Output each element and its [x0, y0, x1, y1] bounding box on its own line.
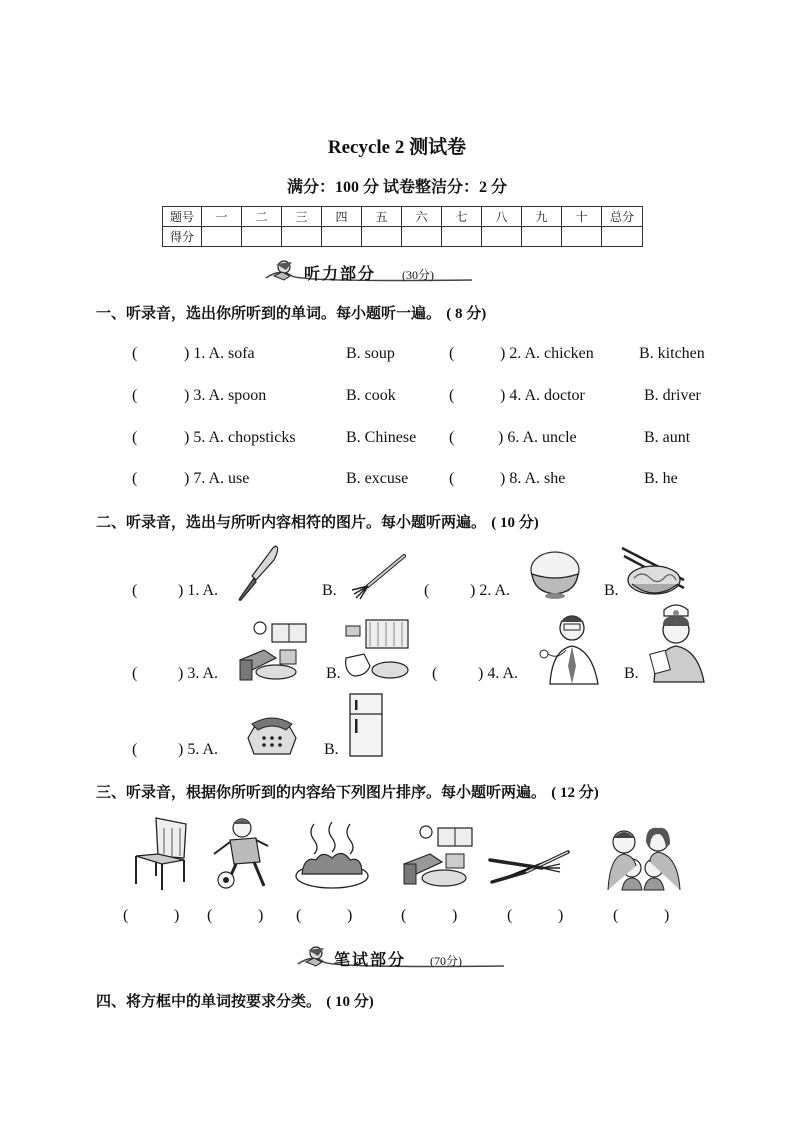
score-col: 五: [362, 207, 402, 227]
option-b: B. cook: [346, 387, 396, 404]
score-col: 七: [442, 207, 482, 227]
listening-points: (30分): [402, 268, 434, 282]
question-item: ) 2. A.: [470, 582, 510, 599]
option-b: B.: [604, 582, 619, 599]
part1-points: ( 8 分): [446, 306, 487, 322]
telephone-icon: [246, 718, 298, 758]
question-item: ) 1. A.: [178, 582, 218, 599]
score-col: 总分: [602, 207, 643, 227]
answer-paren[interactable]: (: [132, 345, 138, 362]
score-col: 二: [242, 207, 282, 227]
page-subtitle: 满分：100 分 试卷整洁分：2 分: [286, 179, 507, 196]
answer-paren[interactable]: (: [207, 907, 213, 924]
score-cell[interactable]: [562, 227, 602, 247]
answer-paren[interactable]: (: [424, 582, 430, 599]
question-item: ) 1. A. sofa: [184, 345, 255, 362]
family-icon: [604, 826, 684, 892]
writing-label: 笔试部分: [334, 950, 407, 969]
option-b: B. kitchen: [639, 345, 705, 362]
answer-paren[interactable]: (: [132, 582, 138, 599]
score-cell[interactable]: [282, 227, 322, 247]
option-b: B. aunt: [644, 429, 691, 446]
answer-paren[interactable]: (: [507, 907, 513, 924]
score-col: 一: [202, 207, 242, 227]
knife-icon: [236, 544, 282, 602]
option-b: B. soup: [346, 345, 395, 362]
answer-paren[interactable]: (: [296, 907, 302, 924]
score-cell[interactable]: [362, 227, 402, 247]
question-item: ) 2. A. chicken: [500, 345, 594, 362]
option-b: B.: [324, 741, 339, 758]
score-col: 九: [522, 207, 562, 227]
score-table: [162, 206, 643, 247]
score-cell[interactable]: [322, 227, 362, 247]
doctor-icon: [536, 610, 606, 686]
part3-points: ( 12 分): [551, 785, 599, 801]
boy-playing-football-icon: [206, 816, 272, 892]
score-cell[interactable]: [202, 227, 242, 247]
answer-paren[interactable]: (: [449, 345, 455, 362]
answer-paren[interactable]: (: [449, 470, 455, 487]
part3-heading: [96, 781, 599, 802]
score-cell[interactable]: [402, 227, 442, 247]
answer-paren[interactable]: (: [401, 907, 407, 924]
question-item: ) 5. A.: [178, 741, 218, 758]
score-table-header: 题号: [163, 207, 202, 227]
part4-points: ( 10 分): [326, 994, 374, 1010]
answer-paren-close: ): [664, 907, 670, 924]
answer-paren-close: ): [347, 907, 353, 924]
option-b: B. Chinese: [346, 429, 417, 446]
part1-heading-text: 一、听录音，选出你所听到的单词。每小题听一遍。: [96, 304, 442, 322]
writing-banner: [294, 944, 504, 970]
score-cell[interactable]: [522, 227, 562, 247]
option-b: B.: [624, 665, 639, 682]
question-item: ) 7. A. use: [184, 470, 250, 487]
score-col: 十: [562, 207, 602, 227]
part1-heading: [96, 302, 486, 323]
question-item: ) 6. A. uncle: [498, 429, 577, 446]
option-b: B. excuse: [346, 470, 409, 487]
nurse-icon: [644, 602, 708, 684]
answer-paren[interactable]: (: [132, 741, 138, 758]
option-b: B.: [326, 665, 341, 682]
option-b: B. driver: [644, 387, 701, 404]
answer-paren[interactable]: (: [432, 665, 438, 682]
score-cell[interactable]: [482, 227, 522, 247]
option-b: B.: [322, 582, 337, 599]
score-cell[interactable]: [602, 227, 643, 247]
answer-paren[interactable]: (: [132, 470, 138, 487]
kitchen-icon: [236, 620, 308, 684]
part4-heading: [96, 990, 374, 1011]
option-b: B. he: [644, 470, 678, 487]
score-cell[interactable]: [442, 227, 482, 247]
listening-label: 听力部分: [304, 264, 377, 283]
knife-and-fork-icon: [488, 846, 570, 890]
question-item: ) 8. A. she: [500, 470, 566, 487]
hot-food-icon: [292, 820, 372, 892]
fridge-icon: [348, 692, 384, 758]
answer-paren[interactable]: (: [132, 387, 138, 404]
question-item: ) 3. A.: [178, 665, 218, 682]
answer-paren-close: ): [558, 907, 564, 924]
noodles-icon: [620, 544, 686, 600]
answer-paren[interactable]: (: [449, 387, 455, 404]
part3-heading-text: 三、听录音，根据你所听到的内容给下列图片排序。每小题听两遍。: [96, 783, 547, 801]
question-item: ) 4. A.: [478, 665, 518, 682]
score-col: 四: [322, 207, 362, 227]
question-item: ) 3. A. spoon: [184, 387, 267, 404]
answer-paren[interactable]: (: [449, 429, 455, 446]
score-table-header: 得分: [163, 227, 202, 247]
score-col: 八: [482, 207, 522, 227]
kitchen-icon: [400, 824, 476, 890]
answer-paren[interactable]: (: [123, 907, 129, 924]
listening-banner: [262, 258, 472, 284]
score-col: 六: [402, 207, 442, 227]
part4-heading-text: 四、将方框中的单词按要求分类。: [96, 992, 322, 1010]
answer-paren[interactable]: (: [132, 429, 138, 446]
score-cell[interactable]: [242, 227, 282, 247]
rice-bowl-icon: [526, 546, 584, 600]
answer-paren-close: ): [258, 907, 264, 924]
part2-points: ( 10 分): [491, 515, 539, 531]
answer-paren-close: ): [452, 907, 458, 924]
part2-heading: [96, 511, 539, 532]
answer-paren-close: ): [174, 907, 180, 924]
score-col: 三: [282, 207, 322, 227]
answer-paren[interactable]: (: [613, 907, 619, 924]
question-item: ) 4. A. doctor: [500, 387, 585, 404]
writing-points: (70分): [430, 954, 462, 968]
question-item: ) 5. A. chopsticks: [184, 429, 296, 446]
part2-heading-text: 二、听录音，选出与所听内容相符的图片。每小题听两遍。: [96, 513, 487, 531]
bathroom-icon: [342, 618, 410, 684]
page-title: Recycle 2 测试卷: [327, 137, 467, 158]
fork-icon: [346, 554, 406, 600]
chair-icon: [128, 814, 194, 892]
answer-paren[interactable]: (: [132, 665, 138, 682]
